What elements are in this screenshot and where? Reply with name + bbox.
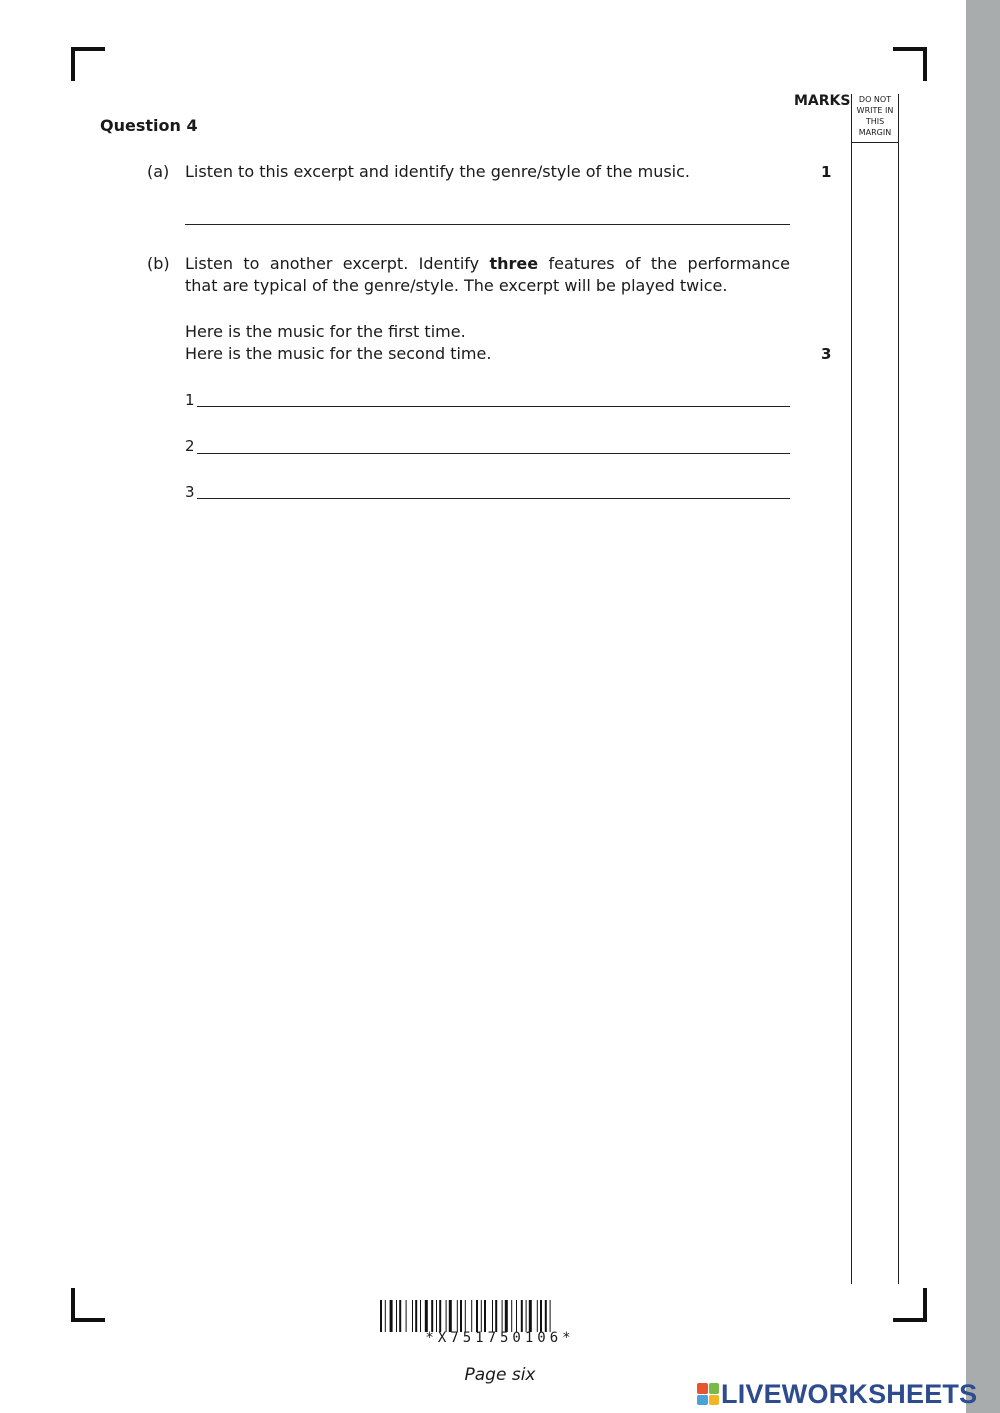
margin-rule-left [851, 94, 852, 1284]
part-b-instruction-second: Here is the music for the second time. [185, 344, 492, 363]
part-b-marks: 3 [821, 345, 832, 363]
crop-mark-bottom-right [893, 1288, 927, 1322]
part-a-text: Listen to this excerpt and identify the genre/style of the music. [185, 162, 690, 181]
barcode-text: *X751750106* [425, 1330, 575, 1346]
part-b-answer-line-3[interactable] [197, 498, 790, 499]
liveworksheets-text: LIVEWORKSHEETS [721, 1378, 978, 1409]
do-not-write-label: DO NOT WRITE IN THIS MARGIN [856, 95, 894, 137]
page-edge-strip [966, 0, 1000, 1413]
liveworksheets-icon [697, 1383, 719, 1405]
part-b-text-line1: Listen to another excerpt. Identify three features of the performance [185, 254, 791, 273]
part-a-label: (a) [147, 162, 170, 181]
crop-mark-bottom-left [71, 1288, 105, 1322]
page-number: Page six [464, 1365, 536, 1385]
part-b-answer-line-1[interactable] [197, 406, 790, 407]
part-a-answer-line[interactable] [185, 224, 790, 225]
liveworksheets-logo [697, 1378, 977, 1410]
part-b-instruction-first: Here is the music for the first time. [185, 322, 466, 341]
margin-rule-right [898, 94, 899, 1284]
part-a-marks: 1 [821, 163, 832, 181]
answer-number-3: 3 [185, 483, 195, 501]
question-title: Question 4 [100, 116, 198, 135]
crop-mark-top-left [71, 47, 105, 81]
answer-number-2: 2 [185, 437, 195, 455]
answer-number-1: 1 [185, 391, 195, 409]
margin-header-rule [851, 142, 899, 143]
part-b-label: (b) [147, 254, 170, 273]
part-b-answer-line-2[interactable] [197, 453, 790, 454]
barcode [380, 1300, 616, 1332]
marks-header: MARKS [794, 93, 851, 109]
part-b-text-line2: that are typical of the genre/style. The excerpt will be played twice. [185, 276, 728, 295]
crop-mark-top-right [893, 47, 927, 81]
